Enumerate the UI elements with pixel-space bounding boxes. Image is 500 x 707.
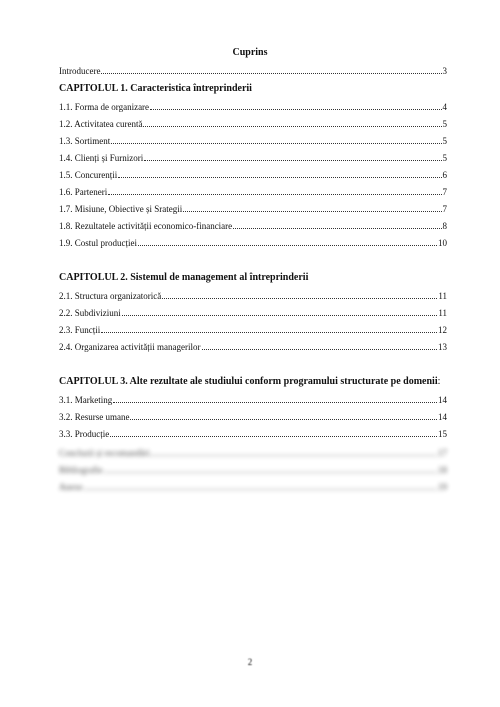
toc-entry-label: 2.3. Funcții [59,325,101,335]
dot-leader [101,73,441,74]
toc-entry-label: 1.3. Sortiment [59,136,111,146]
toc-entry-page: 4 [442,102,447,112]
toc-entry-label: 2.4. Organizarea activității managerilor [59,342,201,352]
dot-leader [122,315,438,316]
dot-leader [108,194,441,195]
toc-entry-page: 12 [438,325,447,335]
toc-entry-label: Bibliografie [59,465,103,475]
toc-entry-1-2[interactable] [59,117,447,130]
toc-entry-page: 18 [438,465,447,475]
toc-entry-blurred [59,463,447,476]
toc-entry-blurred [59,480,447,493]
toc-entry-page: 5 [442,153,447,163]
dot-leader [183,211,441,212]
toc-entry-2-4[interactable] [59,340,447,353]
dot-leader [143,126,441,127]
dot-leader [202,349,437,350]
toc-entry-label: 3.2. Resurse umane [59,412,130,422]
toc-entry-page: 5 [442,136,447,146]
chapter-3-heading-text: CAPITOLUL 3. Alte rezultate ale studiului conform programului structurate pe domenii [59,376,438,387]
toc-entry-page: 6 [442,170,447,180]
toc-entry-1-4[interactable] [59,151,447,164]
dot-leader [113,402,437,403]
toc-entry-page: 7 [442,187,447,197]
toc-entry-page: 7 [442,204,447,214]
chapter-2-heading[interactable]: CAPITOLUL 2. Sistemul de management al întreprinderii [59,272,309,283]
toc-entry-page: 15 [438,429,447,439]
toc-entry-page: 11 [438,308,447,318]
chapter-1-heading[interactable]: CAPITOLUL 1. Caracteristica întreprinderii [59,83,252,94]
toc-entry-label: Introducere [59,66,101,76]
toc-entry-label: Anexe [59,482,83,492]
dot-leader [110,436,437,437]
toc-entry-page: 3 [442,66,447,76]
toc-entry-3-2[interactable] [59,410,447,423]
dot-leader [111,143,441,144]
toc-entry-blurred [59,446,447,459]
toc-entry-page: 19 [438,482,447,492]
toc-entry-label: 1.8. Rezultatele activității economico-financiare [59,221,233,231]
toc-entry-page: 17 [438,448,447,458]
page-number: 2 [247,657,253,667]
chapter-3-heading[interactable] [59,376,459,388]
toc-entry-1-5[interactable] [59,168,447,181]
toc-entry-1-8[interactable] [59,219,447,232]
dot-leader [150,109,441,110]
toc-entry-page: 11 [438,291,447,301]
dot-leader [118,177,441,178]
toc-entry-label: 1.6. Parteneri [59,187,108,197]
dot-leader [150,455,437,456]
toc-entry-label: 3.1. Marketing [59,395,113,405]
toc-entry-label: 1.7. Misiune, Obiective și Srategii [59,204,183,214]
toc-entry-page: 13 [438,342,447,352]
toc-entry-label: 1.9. Costul producției [59,238,137,248]
toc-entry-label: 1.2. Activitatea curentă [59,119,143,129]
toc-entry-3-3[interactable] [59,427,447,440]
toc-entry-2-3[interactable] [59,323,447,336]
dot-leader [104,472,438,473]
toc-entry-1-3[interactable] [59,134,447,147]
toc-entry-page: 14 [438,412,447,422]
toc-entry-page: 8 [442,221,447,231]
toc-entry-label: 1.1. Forma de organizare [59,102,150,112]
toc-entry-label: 3.3. Producție [59,429,110,439]
toc-entry-label: 1.4. Clienți și Furnizori [59,153,144,163]
toc-entry-3-1[interactable] [59,393,447,406]
dot-leader [138,245,437,246]
toc-entry-1-7[interactable] [59,202,447,215]
toc-entry-1-9[interactable] [59,236,447,249]
toc-entry-page: 14 [438,395,447,405]
chapter-3-heading-colon: : [437,376,441,387]
dot-leader [233,228,441,229]
toc-entry-label: 2.2. Subdiviziuni [59,308,121,318]
dot-leader [130,419,437,420]
toc-entry-label: 2.1. Structura organizatorică [59,291,162,301]
toc-title: Cuprins [232,47,268,58]
dot-leader [162,298,437,299]
toc-entry-1-6[interactable] [59,185,447,198]
toc-entry-page: 5 [442,119,447,129]
toc-entry-page: 10 [438,238,447,248]
toc-entry-2-1[interactable] [59,289,447,302]
dot-leader [84,489,438,490]
toc-entry-2-2[interactable] [59,306,447,319]
toc-entry-intro[interactable] [59,64,447,77]
dot-leader [101,332,437,333]
toc-entry-label: 1.5. Concurenții [59,170,118,180]
toc-entry-label: Concluzii și recomandări [59,448,150,458]
toc-entry-1-1[interactable] [59,100,447,113]
dot-leader [144,160,441,161]
